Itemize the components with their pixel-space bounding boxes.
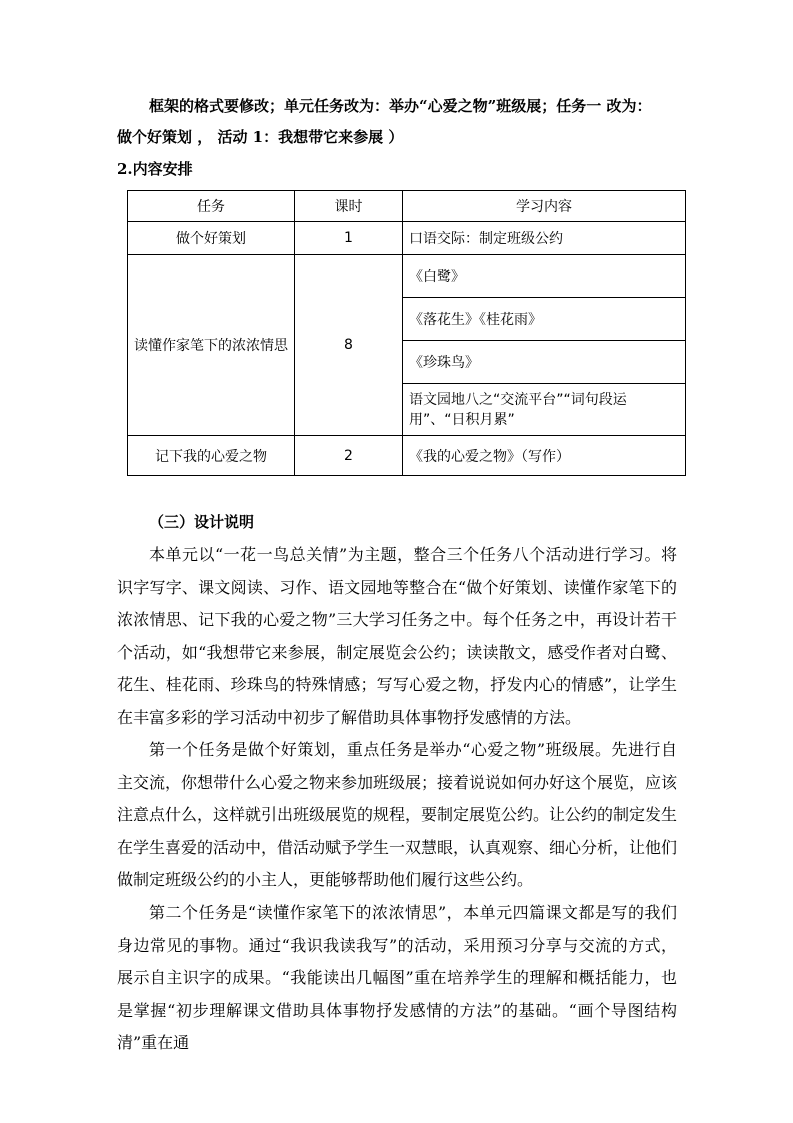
content-cell: 《落花生》《桂花雨》 xyxy=(403,298,686,341)
design-paragraph-1: 本单元以“一花一鸟总关情”为主题，整合三个任务八个活动进行学习。将识字写字、课文阅读、习作、语文园地等整合在“做个好策划、读懂作家笔下的浓浓情思、记下我的心爱之物”三大学习任务之中。每个任务之中，再设计若干个活动，如“我想带它来参展，制定展览会公约；读读散文，感受作者对白鹭、花生、桂花雨、珍珠鸟的特殊情感；写写心爱之物，抒发内心的情感”，让学生在丰富多彩的学习活动中初步了解借助具体事物抒发感情的方法。 xyxy=(117,545,677,727)
intro-line-1: 框架的格式要修改；单元任务改为：举办“心爱之物”班级展；任务一 改为： xyxy=(149,97,652,115)
intro-line-2: 做个好策划 ， 活动 1：我想带它来参展 ） xyxy=(117,128,404,146)
design-heading: （三）设计说明 xyxy=(149,513,255,531)
design-paragraph-2: 第一个任务是做个好策划，重点任务是举办“心爱之物”班级展。先进行自主交流，你想带什么心爱之物来参加班级展；接着说说如何办好这个展览，应该注意点什么，这样就引出班级展览的规程，要制定展览公约。让公约的制定发生在学生喜爱的活动中，借活动赋予学生一双慧眼，认真观察、细心分析，让他们做制定班级公约的小主人，更能够帮助他们履行这些公约。 xyxy=(117,740,678,889)
table-row xyxy=(128,255,686,298)
table-header-row xyxy=(128,191,686,222)
content-arrangement-table xyxy=(127,190,686,476)
content-cell: 《珍珠鸟》 xyxy=(403,341,686,384)
content-cell: 语文园地八之“交流平台”“词句段运用”、“日积月累” xyxy=(403,384,686,436)
hours-cell: 8 xyxy=(295,255,403,436)
task-cell: 读懂作家笔下的浓浓情思 xyxy=(128,255,295,436)
design-paragraph-3: 第二个任务是“读懂作家笔下的浓浓情思”，本单元四篇课文都是写的我们身边常见的事物。通过“我识我读我写”的活动，采用预习分享与交流的方式，展示自主识字的成果。“我能读出几幅图”重在培养学生的理解和概括能力，也是掌握“初步理解课文借助具体事物抒发感情的方法”的基础。“画个导图结构清”重在通 xyxy=(117,903,677,1052)
content-cell: 《白鹭》 xyxy=(403,255,686,298)
task-cell: 做个好策划 xyxy=(128,222,295,255)
section-title: 2.内容安排 xyxy=(117,160,193,178)
table-header-hours: 课时 xyxy=(295,191,403,222)
hours-cell: 1 xyxy=(295,222,403,255)
table-row xyxy=(128,436,686,476)
content-cell: 《我的心爱之物》（写作） xyxy=(403,436,686,476)
content-cell: 口语交际：制定班级公约 xyxy=(403,222,686,255)
hours-cell: 2 xyxy=(295,436,403,476)
table-header-content: 学习内容 xyxy=(403,191,686,222)
table-row xyxy=(128,222,686,255)
task-cell: 记下我的心爱之物 xyxy=(128,436,295,476)
table-header-task: 任务 xyxy=(128,191,295,222)
